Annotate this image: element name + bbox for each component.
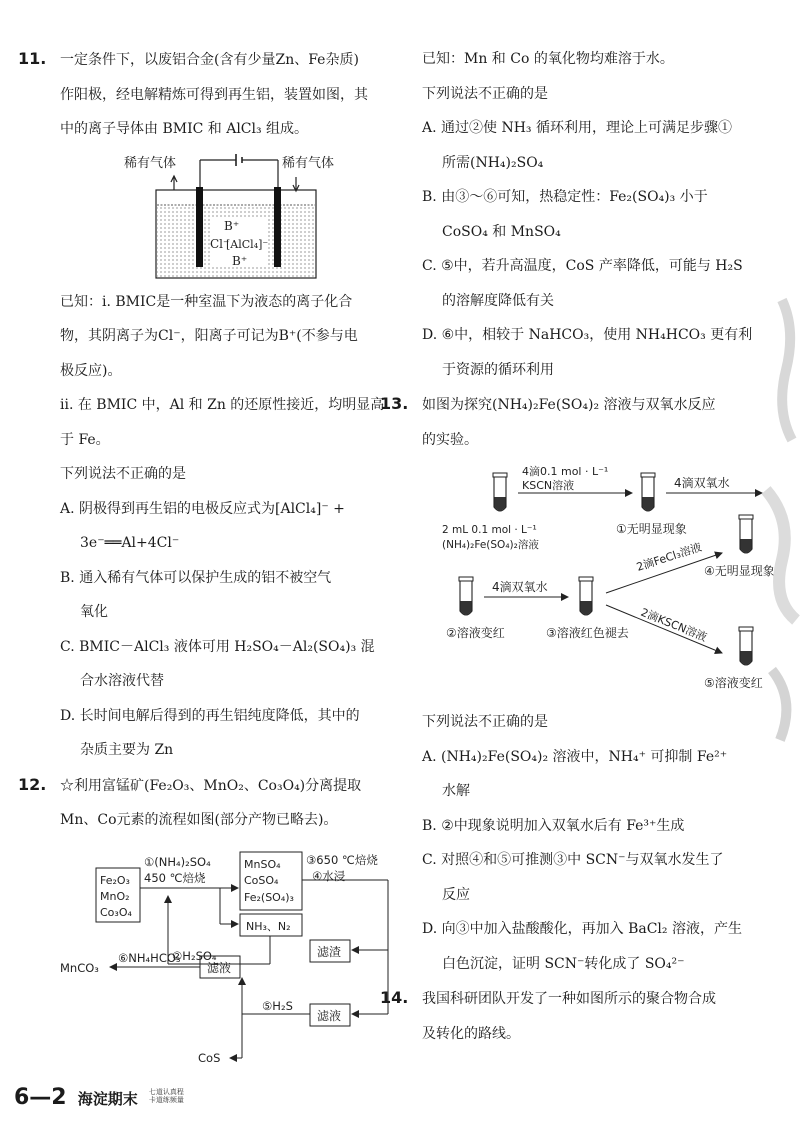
q12-option-c[interactable]: C. ⑤中，若升高温度，CoS 产率降低，可能与 H₂S — [422, 258, 743, 274]
q13-option-d[interactable]: D. 向③中加入盐酸酸化，再加入 BaCl₂ 溶液，产生 — [422, 921, 742, 937]
q11-stem-line-3: 中的离子导体由 BMIC 和 AlCl₃ 组成。 — [60, 121, 309, 137]
q11-option-b[interactable]: B. 通入稀有气体可以保护生成的铝不被空气 — [60, 569, 332, 586]
q11-option-b-cont: 氧化 — [80, 604, 108, 620]
prod-mnso4: MnSO₄ — [244, 857, 281, 871]
step3-condition: ③650 ℃焙烧 — [306, 852, 378, 867]
question-12 — [18, 768, 405, 1078]
test-tube-4 — [739, 515, 753, 553]
filtrate-1-label: 滤液 — [207, 960, 232, 975]
q13-option-a[interactable]: A. (NH₄)₂Fe(SO₄)₂ 溶液中，NH₄⁺ 可抑制 Fe²⁺ — [422, 748, 728, 765]
observation-5: ⑤溶液变红 — [704, 676, 763, 690]
q12-option-b-cont: CoSO₄ 和 MnSO₄ — [442, 223, 561, 240]
step1-condition: 450 ℃焙烧 — [144, 870, 206, 885]
filtrate-2-label: 滤液 — [317, 1008, 342, 1023]
footer-tag-1: 七道认真程 — [148, 1088, 184, 1096]
ore-co3o4: Co₃O₄ — [100, 905, 132, 919]
q13-option-d-cont: 白色沉淀，证明 SCN⁻转化成了 SO₄²⁻ — [442, 955, 685, 972]
q13-option-a-cont: 水解 — [442, 783, 470, 799]
q14-number: 14. — [380, 988, 409, 1007]
ore-fe2o3: Fe₂O₃ — [100, 873, 130, 887]
q11-known-line-1: 已知：ⅰ. BMIC是一种室温下为液态的离子化合 — [60, 293, 353, 310]
test-tube-3 — [579, 577, 593, 615]
q13-option-c-cont: 反应 — [442, 886, 470, 903]
fecl3-reagent: 2滴FeCl₃溶液 — [634, 540, 704, 574]
q12-option-d-cont: 于资源的循环利用 — [442, 361, 554, 378]
q12-option-a[interactable]: A. 通过②使 NH₃ 循环利用，理论上可满足步骤① — [422, 120, 732, 136]
observation-1: ①无明显现象 — [616, 522, 687, 536]
test-tube-start — [493, 473, 507, 511]
q11-known-line-5: 于 Fe。 — [60, 431, 110, 448]
prod-coso4: CoSO₄ — [244, 873, 279, 887]
experiment-figure — [422, 457, 790, 705]
question-13 — [380, 387, 790, 981]
q11-option-d-cont: 杂质主要为 Zn — [80, 742, 174, 758]
q14-stem-line-2: 及转化的路线。 — [422, 1025, 520, 1042]
right-column — [380, 42, 790, 1051]
kscn-amount: 4滴0.1 mol · L⁻¹ — [522, 465, 609, 478]
step2-reagent: ②H₂SO₄ — [172, 948, 217, 963]
start-solution-line-2: (NH₄)₂Fe(SO₄)₂溶液 — [442, 539, 539, 551]
step6-reagent: ⑥NH₄HCO₃ — [118, 950, 181, 965]
q12-stem-line-2: Mn、Co元素的流程如图(部分产物已略去)。 — [60, 812, 338, 828]
q12-option-a-cont: 所需(NH₄)₂SO₄ — [442, 154, 544, 171]
question-11 — [18, 42, 405, 768]
step4-condition: ④水浸 — [312, 868, 346, 883]
test-tube-1 — [641, 473, 655, 511]
q13-option-b[interactable]: B. ②中现象说明加入双氧水后有 Fe³⁺生成 — [422, 817, 685, 834]
footer-tag-2: 卡道练频量 — [148, 1096, 184, 1104]
observation-4: ④无明显现象 — [704, 564, 775, 578]
ion-chloride: Cl⁻ — [210, 236, 230, 251]
observation-3: ③溶液红色褪去 — [546, 626, 629, 640]
electrolysis-figure — [60, 147, 405, 285]
ion-alcl4: [AlCl₄]⁻ — [226, 237, 269, 251]
page-footer — [14, 1085, 184, 1115]
q11-ask: 下列说法不正确的是 — [60, 466, 186, 482]
q11-stem-line-2: 作阳极，经电解精炼可得到再生铝，装置如图，其 — [60, 86, 368, 103]
q12-known: 已知：Mn 和 Co 的氧化物均难溶于水。 — [422, 51, 674, 67]
ion-b-plus-2: B⁺ — [232, 253, 248, 268]
q13-option-c[interactable]: C. 对照④和⑤可推测③中 SCN⁻与双氧水发生了 — [422, 852, 724, 868]
gas-label-right: 稀有气体 — [282, 155, 335, 171]
left-column — [18, 42, 405, 1078]
q12-option-c-cont: 的溶解度降低有关 — [442, 292, 554, 309]
step1-reagent: ①(NH₄)₂SO₄ — [144, 854, 211, 869]
h2o2-reagent-mid: 4滴双氧水 — [492, 580, 548, 594]
q11-known-line-4: ⅱ. 在 BMIC 中，Al 和 Zn 的还原性接近，均明显高 — [60, 397, 385, 413]
q11-known-line-2: 物，其阴离子为Cl⁻，阳离子可记为B⁺(不参与电 — [60, 328, 358, 344]
q13-ask: 下列说法不正确的是 — [422, 714, 548, 730]
footer-title: 海淀期末 — [77, 1090, 138, 1108]
decorative-brush-watermark — [752, 290, 800, 770]
q11-option-d[interactable]: D. 长时间电解后得到的再生铝纯度降低，其中的 — [60, 707, 360, 724]
q12-option-b[interactable]: B. 由③～⑥可知，热稳定性：Fe₂(SO₄)₃ 小于 — [422, 189, 708, 205]
q11-option-a[interactable]: A. 阴极得到再生铝的电极反应式为[AlCl₄]⁻ + — [60, 500, 345, 517]
residue-label: 滤渣 — [317, 944, 342, 959]
cos-product: CoS — [198, 1050, 221, 1065]
observation-2: ②溶液变红 — [446, 626, 505, 640]
cathode-electrode — [274, 187, 281, 267]
gas-label-left: 稀有气体 — [124, 155, 177, 171]
test-tube-5 — [739, 627, 753, 665]
q12-number: 12. — [18, 774, 47, 794]
q11-known-line-3: 极反应)。 — [60, 362, 122, 379]
flowchart-figure — [60, 838, 405, 1078]
start-solution-line-1: 2 mL 0.1 mol · L⁻¹ — [442, 524, 537, 536]
test-tube-2 — [459, 577, 473, 615]
q12-option-d[interactable]: D. ⑥中，相较于 NaHCO₃，使用 NH₄HCO₃ 更有利 — [422, 327, 753, 343]
q11-option-a-cont: 3e⁻══Al+4Cl⁻ — [80, 535, 180, 551]
ion-b-plus-1: B⁺ — [224, 218, 240, 233]
q11-option-c-cont: 合水溶液代替 — [80, 673, 164, 689]
q13-stem-line-2: 的实验。 — [422, 431, 478, 448]
anode-electrode — [196, 187, 203, 267]
kscn-reagent: KSCN溶液 — [522, 479, 575, 492]
q12-stem-line-1: 12. ☆利用富锰矿(Fe₂O₃、MnO₂、Co₃O₄)分离提取 — [60, 768, 405, 804]
q12-ask: 下列说法不正确的是 — [422, 85, 548, 102]
kscn-branch-reagent: 2滴KSCN溶液 — [638, 605, 709, 645]
page-number: 6—2 — [14, 1085, 67, 1110]
step5-reagent: ⑤H₂S — [262, 998, 293, 1013]
mnco3-product: MnCO₃ — [60, 960, 99, 975]
q13-stem-line-1: 13. 如图为探究(NH₄)₂Fe(SO₄)₂ 溶液与双氧水反应 — [422, 387, 790, 423]
q13-number: 13. — [380, 394, 409, 413]
q11-number: 11. — [18, 49, 47, 68]
q11-option-c[interactable]: C. BMIC－AlCl₃ 液体可用 H₂SO₄－Al₂(SO₄)₃ 混 — [60, 638, 375, 655]
h2o2-reagent-top: 4滴双氧水 — [674, 476, 730, 490]
footer-tags — [149, 1088, 184, 1104]
gas-nh3-n2: NH₃、N₂ — [246, 919, 291, 933]
q14-stem-line-1: 14. 我国科研团队开发了一种如图所示的聚合物合成 — [422, 981, 790, 1017]
question-14 — [380, 981, 790, 1051]
q11-stem-line-1: 11. 一定条件下，以废铝合金(含有少量Zn、Fe杂质) — [60, 42, 405, 78]
ore-mno2: MnO₂ — [100, 889, 130, 903]
prod-fe2so43: Fe₂(SO₄)₃ — [244, 890, 294, 904]
